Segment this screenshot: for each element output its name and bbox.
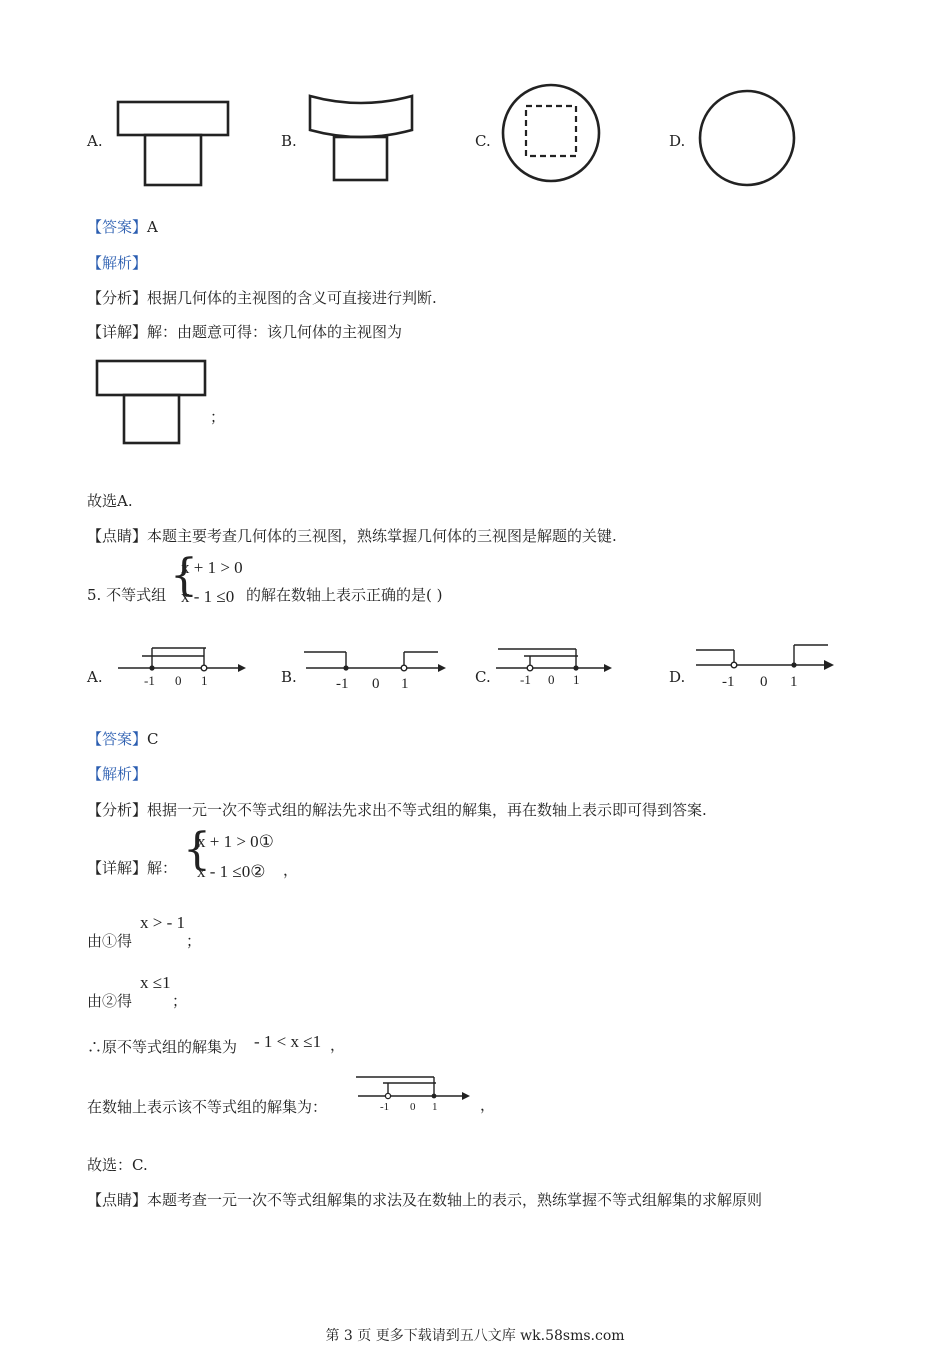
q5-sys-comma: ， xyxy=(283,861,299,879)
q5-answer-value: C xyxy=(147,730,159,748)
detail-semicolon: ； xyxy=(210,408,226,426)
q5c-tick-neg1: -1 xyxy=(520,672,531,687)
q5-step3-math: - 1 < x ≤1 xyxy=(254,1032,322,1051)
q5-step1-prefix: 由①得 xyxy=(87,932,133,950)
q5-fenxi-text: 根据一元一次不等式组的解法先求出不等式组的解集，再在数轴上表示即可得到答案. xyxy=(147,801,707,819)
q4-analysis-tag: 【解析】 xyxy=(87,254,148,272)
q5-dianjing xyxy=(87,1189,762,1210)
q5-option-d-label: D. xyxy=(669,668,686,686)
q5-dianjing-tag: 【点睛】 xyxy=(87,1191,148,1209)
q5-analysis-tag: 【解析】 xyxy=(87,765,148,783)
q5-step2-prefix: 由②得 xyxy=(87,992,133,1010)
q5-brace: { xyxy=(170,550,198,601)
q5b-tick-neg1: -1 xyxy=(336,676,349,692)
q5-option-d-numberline xyxy=(694,640,844,692)
q5-option-a-numberline xyxy=(114,640,254,690)
q5-answer-tag: 【答案】 xyxy=(87,730,148,748)
detail-tag: 【详解】 xyxy=(87,323,148,341)
q5-detail-brace: { xyxy=(183,824,211,875)
dianjing-tag: 【点睛】 xyxy=(87,527,148,545)
q4-dianjing xyxy=(87,525,617,546)
option-c-label: C. xyxy=(475,132,491,150)
option-d-label: D. xyxy=(669,132,686,150)
q5-option-c-label: C. xyxy=(475,668,491,686)
q5-step3-prefix: ∴原不等式组的解集为 xyxy=(87,1038,238,1056)
q5-ineq2: x - 1 ≤0 xyxy=(181,587,235,606)
sol-tick-0: 0 xyxy=(410,1101,416,1113)
dianjing-text: 本题主要考查几何体的三视图，熟练掌握几何体的三视图是解题的关键. xyxy=(147,527,617,545)
q5-detail-tag: 【详解】 xyxy=(87,859,148,877)
option-c-figure xyxy=(500,82,604,186)
q4-choose: 故选A. xyxy=(87,492,133,510)
q5-detail-text: 解： xyxy=(147,859,178,877)
q5d-tick-0: 0 xyxy=(760,674,768,690)
q5-detail xyxy=(87,857,177,878)
q5-sys1: x + 1 > 0① xyxy=(197,832,274,851)
q4-fenxi xyxy=(87,287,437,308)
q5-stem-suffix: 的解在数轴上表示正确的是( ) xyxy=(246,586,443,604)
q5-step4-suffix: ， xyxy=(480,1096,496,1114)
sol-tick-1: 1 xyxy=(432,1101,438,1113)
q5-choose: 故选：C. xyxy=(87,1156,148,1174)
q5a-tick-0: 0 xyxy=(175,673,182,688)
option-d-figure xyxy=(696,90,800,190)
q5-answer xyxy=(87,728,159,749)
q5-solution-numberline xyxy=(356,1072,480,1116)
q5d-tick-neg1: -1 xyxy=(722,674,735,690)
detail-figure xyxy=(94,358,214,448)
q5-step2-math: x ≤1 xyxy=(140,973,171,992)
fenxi-tag: 【分析】 xyxy=(87,289,148,307)
option-b-label: B. xyxy=(281,132,297,150)
q5-option-b-label: B. xyxy=(281,668,297,686)
page-footer: 第 3 页 更多下载请到五八文库 wk.58sms.com xyxy=(325,1328,625,1344)
q5c-tick-1: 1 xyxy=(573,672,580,687)
q5-step1-suffix: ； xyxy=(186,932,202,950)
q5-sys2: x - 1 ≤0② xyxy=(197,862,266,881)
option-a-label: A. xyxy=(87,132,103,150)
q5b-tick-0: 0 xyxy=(372,676,380,692)
detail-text: 解：由题意可得：该几何体的主视图为 xyxy=(147,323,403,341)
answer-tag: 【答案】 xyxy=(87,218,148,236)
sol-tick-neg1: -1 xyxy=(380,1101,390,1113)
q5-step4-text: 在数轴上表示该不等式组的解集为： xyxy=(87,1098,328,1116)
q5-step3-suffix: ， xyxy=(330,1036,346,1054)
q5b-tick-1: 1 xyxy=(401,676,409,692)
q5-option-c-numberline xyxy=(494,642,624,690)
answer-value: A xyxy=(147,218,158,236)
q5-option-a-label: A. xyxy=(87,668,103,686)
q5-fenxi xyxy=(87,799,707,820)
q5-dianjing-text: 本题考查一元一次不等式组解集的求法及在数轴上的表示，熟练掌握不等式组解集的求解原则 xyxy=(147,1191,763,1209)
q5-ineq1: x + 1 > 0 xyxy=(181,558,243,577)
q4-detail xyxy=(87,321,402,342)
q5-stem-prefix: 5. 不等式组 xyxy=(87,586,167,604)
option-a-figure xyxy=(114,100,234,190)
q5-step1-math: x > - 1 xyxy=(140,913,185,932)
q5-fenxi-tag: 【分析】 xyxy=(87,801,148,819)
q5a-tick-neg1: -1 xyxy=(144,673,155,688)
q5a-tick-1: 1 xyxy=(201,673,208,688)
option-b-figure xyxy=(306,92,416,187)
q5-option-b-numberline xyxy=(304,640,464,692)
q5c-tick-0: 0 xyxy=(548,672,555,687)
q4-answer xyxy=(87,216,158,237)
fenxi-text: 根据几何体的主视图的含义可直接进行判断. xyxy=(147,289,437,307)
q5-step2-suffix: ； xyxy=(172,992,188,1010)
q5d-tick-1: 1 xyxy=(790,674,798,690)
